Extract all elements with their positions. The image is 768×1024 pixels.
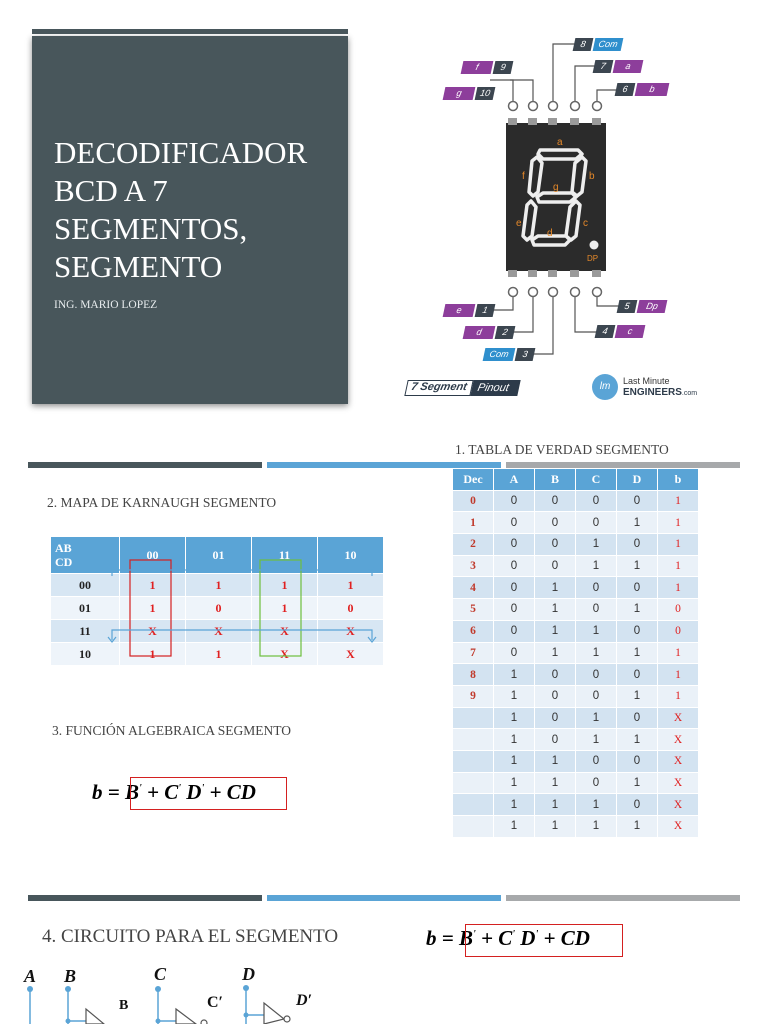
truth-cell: 1 xyxy=(494,750,535,772)
truth-cell: 1 xyxy=(494,729,535,751)
banner-right: Pinout xyxy=(470,380,521,396)
truth-cell: 0 xyxy=(617,707,658,729)
title-slide xyxy=(32,36,348,404)
kmap-cell: 1 xyxy=(252,574,318,597)
truth-cell-dec: 8 xyxy=(453,664,494,686)
truth-cell-dec: 6 xyxy=(453,620,494,642)
kmap-corner-cd: CD xyxy=(55,555,73,569)
truth-cell-dec xyxy=(453,729,494,751)
divider-bar xyxy=(267,895,501,901)
segment-letter: DP xyxy=(587,254,599,263)
pin-number-tag: 8 xyxy=(573,38,594,51)
formula-highlight xyxy=(130,777,287,810)
truth-cell: 0 xyxy=(576,664,617,686)
kmap-wrap-arrows xyxy=(108,567,376,642)
truth-cell: 1 xyxy=(535,772,576,794)
truth-cell-output: 1 xyxy=(658,490,699,512)
pin-function-tag: d xyxy=(463,326,496,339)
truth-header: D xyxy=(617,469,658,491)
truth-cell: 1 xyxy=(494,685,535,707)
truth-header: Dec xyxy=(453,469,494,491)
truth-cell-output: X xyxy=(658,750,699,772)
truth-row xyxy=(453,729,699,751)
truth-cell-output: 0 xyxy=(658,599,699,621)
brand-line2: ENGINEERS xyxy=(623,386,682,398)
divider-bar xyxy=(506,895,740,901)
truth-row xyxy=(453,534,699,556)
formula-term: CD xyxy=(560,926,590,950)
truth-cell: 0 xyxy=(494,577,535,599)
truth-cell: 1 xyxy=(535,599,576,621)
pin-number-tag: 10 xyxy=(475,87,496,100)
segment-letter: f xyxy=(522,171,525,182)
truth-cell: 1 xyxy=(535,577,576,599)
function-title: 3. FUNCIÓN ALGEBRAICA SEGMENTO xyxy=(52,723,292,738)
truth-cell: 1 xyxy=(617,512,658,534)
circuit-schematic xyxy=(0,985,330,1024)
truth-cell: 0 xyxy=(576,750,617,772)
truth-table xyxy=(452,468,699,838)
truth-row xyxy=(453,490,699,512)
author-subtitle: ING. MARIO LOPEZ xyxy=(54,299,158,311)
truth-cell: 0 xyxy=(535,512,576,534)
truth-cell: 1 xyxy=(576,555,617,577)
truth-header: C xyxy=(576,469,617,491)
kmap-group-green xyxy=(260,560,301,656)
formula-term: B xyxy=(124,780,139,804)
kmap-cell: X xyxy=(318,643,384,666)
pin-function-tag: g xyxy=(443,87,476,100)
truth-table-title: 1. TABLA DE VERDAD SEGMENTO xyxy=(455,442,669,457)
truth-cell: 1 xyxy=(576,534,617,556)
truth-cell: 1 xyxy=(494,707,535,729)
formula-prime: ' xyxy=(138,783,142,794)
truth-cell: 0 xyxy=(535,534,576,556)
segment-letter: d xyxy=(547,228,553,239)
kmap-cell: 1 xyxy=(120,574,186,597)
truth-cell: 0 xyxy=(494,620,535,642)
seven-segment-pinout xyxy=(400,30,730,405)
pin-function-tag: Dp xyxy=(637,300,668,313)
brand-text xyxy=(623,376,697,399)
truth-header: b xyxy=(658,469,699,491)
kmap-cell: 1 xyxy=(186,574,252,597)
truth-cell-dec xyxy=(453,816,494,838)
circuit-input-label: C xyxy=(154,964,167,984)
truth-cell: 1 xyxy=(576,707,617,729)
pin-function-tag: b xyxy=(635,83,670,96)
title-line: SEGMENTOS, xyxy=(54,211,248,246)
kmap-cell: X xyxy=(318,620,384,643)
circuit-function: b = B' + C' D' + CD xyxy=(426,926,590,950)
pin-number-tag: 4 xyxy=(595,325,616,338)
truth-cell-output: 1 xyxy=(658,664,699,686)
kmap-corner-ab: AB xyxy=(55,541,72,555)
truth-cell: 0 xyxy=(617,534,658,556)
formula-term: B xyxy=(458,926,473,950)
truth-cell-output: 1 xyxy=(658,577,699,599)
truth-cell: 1 xyxy=(576,620,617,642)
truth-cell: 0 xyxy=(494,642,535,664)
truth-cell: 0 xyxy=(617,577,658,599)
truth-row xyxy=(453,750,699,772)
truth-cell: 0 xyxy=(494,599,535,621)
truth-cell-output: 1 xyxy=(658,534,699,556)
truth-cell: 1 xyxy=(535,816,576,838)
truth-row xyxy=(453,512,699,534)
pin-function-tag: e xyxy=(443,304,476,317)
truth-row xyxy=(453,620,699,642)
truth-row xyxy=(453,599,699,621)
kmap-groupings xyxy=(50,536,380,670)
pin-number-tag: 1 xyxy=(475,304,496,317)
kmap-row-header: 10 xyxy=(51,643,120,666)
truth-cell: 1 xyxy=(494,816,535,838)
truth-cell-dec: 5 xyxy=(453,599,494,621)
circuit-input-label: A xyxy=(24,966,37,986)
brand-logo xyxy=(592,374,697,400)
pin-number-tag: 6 xyxy=(615,83,636,96)
truth-cell: 0 xyxy=(576,685,617,707)
truth-cell: 1 xyxy=(535,794,576,816)
truth-header: A xyxy=(494,469,535,491)
formula-lhs: b xyxy=(92,780,103,804)
kmap-cell: 1 xyxy=(252,597,318,620)
segment-letter: a xyxy=(557,137,563,148)
truth-table-body xyxy=(453,490,699,837)
truth-cell: 0 xyxy=(535,555,576,577)
pin-function-tag: Com xyxy=(593,38,624,51)
truth-row xyxy=(453,664,699,686)
formula-prime: ' xyxy=(512,929,516,940)
pin-number-tag: 9 xyxy=(493,61,514,74)
truth-cell-output: X xyxy=(658,794,699,816)
truth-row xyxy=(453,707,699,729)
kmap-cell: 1 xyxy=(120,597,186,620)
truth-cell-dec xyxy=(453,772,494,794)
truth-row xyxy=(453,555,699,577)
truth-cell: 0 xyxy=(494,512,535,534)
truth-row xyxy=(453,816,699,838)
truth-cell-output: X xyxy=(658,816,699,838)
truth-cell-output: 1 xyxy=(658,642,699,664)
truth-cell: 1 xyxy=(576,729,617,751)
pin-number-tag: 5 xyxy=(617,300,638,313)
circuit-input-label: B xyxy=(64,966,77,986)
truth-cell-output: X xyxy=(658,707,699,729)
kmap-cell: 1 xyxy=(186,643,252,666)
truth-row xyxy=(453,642,699,664)
title-line: DECODIFICADOR xyxy=(54,135,308,170)
formula-lhs: b xyxy=(426,926,437,950)
title-line: BCD A 7 xyxy=(54,173,168,208)
pinout-banner xyxy=(404,380,520,396)
truth-cell-output: X xyxy=(658,772,699,794)
truth-cell: 0 xyxy=(576,512,617,534)
formula-term: D xyxy=(186,780,202,804)
formula-term: C xyxy=(498,926,513,950)
truth-cell: 0 xyxy=(576,490,617,512)
truth-cell: 1 xyxy=(576,816,617,838)
formula-term: D xyxy=(520,926,536,950)
kmap-col-header: 11 xyxy=(252,537,318,574)
truth-cell: 0 xyxy=(494,555,535,577)
truth-cell: 1 xyxy=(494,772,535,794)
kmap-cell: 0 xyxy=(186,597,252,620)
circuit-output-label: B xyxy=(119,998,129,1013)
truth-cell: 0 xyxy=(617,664,658,686)
truth-cell-dec xyxy=(453,707,494,729)
brand-line1: Last Minute xyxy=(623,375,670,386)
truth-row xyxy=(453,577,699,599)
truth-cell-output: 1 xyxy=(658,685,699,707)
circuit-title: 4. CIRCUITO PARA EL SEGMENTO xyxy=(42,926,339,947)
kmap-cell: X xyxy=(252,620,318,643)
truth-cell: 0 xyxy=(617,794,658,816)
pin-function-tag: c xyxy=(615,325,646,338)
truth-cell: 1 xyxy=(535,620,576,642)
pin-function-tag: a xyxy=(613,60,644,73)
truth-cell: 1 xyxy=(617,729,658,751)
truth-cell-dec: 9 xyxy=(453,685,494,707)
truth-cell-dec xyxy=(453,750,494,772)
truth-cell: 0 xyxy=(617,490,658,512)
segment-letter: b xyxy=(589,171,595,182)
divider-bar xyxy=(28,462,262,468)
pin-function-tag: f xyxy=(461,61,494,74)
kmap-cell: X xyxy=(186,620,252,643)
pin-number-tag: 3 xyxy=(515,348,536,361)
formula-term: CD xyxy=(226,780,256,804)
pin-number-tag: 2 xyxy=(495,326,516,339)
kmap-cell: X xyxy=(120,620,186,643)
truth-row xyxy=(453,794,699,816)
kmap-col-header: 00 xyxy=(120,537,186,574)
truth-cell: 0 xyxy=(617,620,658,642)
segment-letter: e xyxy=(516,218,522,229)
kmap-cell: 0 xyxy=(318,597,384,620)
circuit-output-label: D′ xyxy=(296,992,313,1009)
circuit-input-label: D xyxy=(242,964,255,984)
algebraic-function: b = B' + C' D' + CD xyxy=(92,780,256,804)
kmap-cell: X xyxy=(252,643,318,666)
truth-cell: 0 xyxy=(576,772,617,794)
truth-cell-dec: 2 xyxy=(453,534,494,556)
truth-cell: 0 xyxy=(494,534,535,556)
banner-left: 7 Segment xyxy=(404,380,473,396)
truth-cell-dec xyxy=(453,794,494,816)
formula-prime: ' xyxy=(178,783,182,794)
formula-prime: ' xyxy=(201,783,205,794)
truth-cell: 1 xyxy=(617,685,658,707)
truth-cell: 1 xyxy=(617,642,658,664)
truth-cell: 0 xyxy=(535,685,576,707)
kmap-group-red xyxy=(130,560,171,656)
pin-function-tag: Com xyxy=(483,348,516,361)
pin-number-tag: 7 xyxy=(593,60,614,73)
truth-cell: 1 xyxy=(617,599,658,621)
truth-cell: 0 xyxy=(535,707,576,729)
truth-cell-dec: 1 xyxy=(453,512,494,534)
truth-header: B xyxy=(535,469,576,491)
truth-cell: 1 xyxy=(617,772,658,794)
kmap-cell: 1 xyxy=(120,643,186,666)
kmap-title: 2. MAPA DE KARNAUGH SEGMENTO xyxy=(47,495,277,510)
truth-cell: 0 xyxy=(617,750,658,772)
lme-logo-icon: lm xyxy=(592,374,618,400)
truth-cell: 0 xyxy=(535,664,576,686)
truth-cell: 1 xyxy=(617,816,658,838)
truth-cell-output: 1 xyxy=(658,512,699,534)
kmap-row-header: 11 xyxy=(51,620,120,643)
truth-cell: 1 xyxy=(535,750,576,772)
kmap-row-header: 00 xyxy=(51,574,120,597)
truth-cell: 0 xyxy=(535,490,576,512)
truth-cell: 1 xyxy=(576,794,617,816)
brand-suffix: .com xyxy=(681,389,698,397)
truth-cell-output: 1 xyxy=(658,555,699,577)
truth-cell-dec: 4 xyxy=(453,577,494,599)
truth-cell: 0 xyxy=(535,729,576,751)
kmap-row-header: 01 xyxy=(51,597,120,620)
truth-cell-output: X xyxy=(658,729,699,751)
truth-cell: 1 xyxy=(617,555,658,577)
truth-cell-dec: 0 xyxy=(453,490,494,512)
truth-row xyxy=(453,685,699,707)
truth-row xyxy=(453,772,699,794)
title-line: SEGMENTO xyxy=(54,249,223,284)
truth-cell: 1 xyxy=(494,794,535,816)
truth-cell-output: 0 xyxy=(658,620,699,642)
truth-cell: 0 xyxy=(576,599,617,621)
kmap-col-header: 10 xyxy=(318,537,384,574)
formula-prime: ' xyxy=(472,929,476,940)
segment-letter: c xyxy=(583,218,588,229)
formula-prime: ' xyxy=(535,929,539,940)
kmap-col-header: 01 xyxy=(186,537,252,574)
truth-cell-dec: 7 xyxy=(453,642,494,664)
truth-cell: 1 xyxy=(494,664,535,686)
circuit-formula-highlight xyxy=(465,924,623,957)
truth-cell: 0 xyxy=(576,577,617,599)
formula-term: C xyxy=(164,780,179,804)
divider-bar xyxy=(28,895,262,901)
kmap-cell: 1 xyxy=(318,574,384,597)
truth-cell-dec: 3 xyxy=(453,555,494,577)
title-slide-topbar xyxy=(32,29,348,34)
truth-cell: 1 xyxy=(535,642,576,664)
truth-cell: 0 xyxy=(494,490,535,512)
circuit-output-label: C′ xyxy=(207,994,224,1011)
truth-cell: 1 xyxy=(576,642,617,664)
page-title xyxy=(54,134,344,286)
segment-letter: g xyxy=(553,182,559,193)
